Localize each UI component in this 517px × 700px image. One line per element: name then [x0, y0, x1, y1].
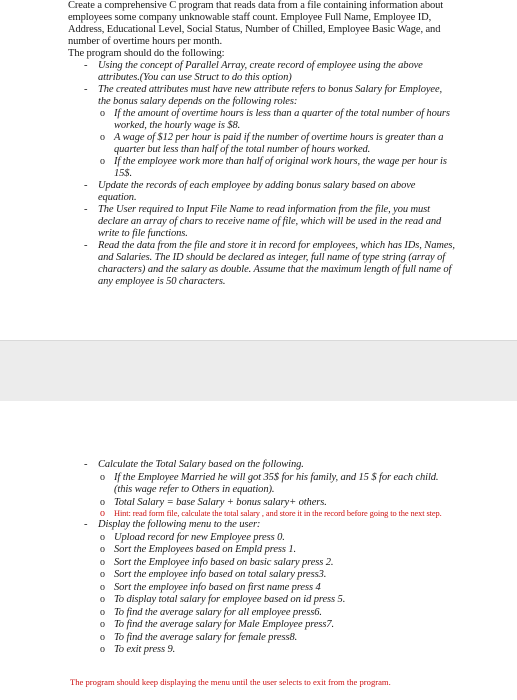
- dash-marker: -: [84, 180, 88, 191]
- document-page-1: [0, 0, 517, 340]
- bullet-icon: o: [100, 508, 105, 519]
- menu-option: [98, 557, 456, 570]
- requirement-text: Update the records of each employee by adding bonus salary based on above equation.: [98, 180, 416, 203]
- bonus-rule-text: If the employee work more than half of original work hours, the wage per hour is 15$.: [114, 156, 447, 179]
- bonus-rule-item: [98, 108, 456, 132]
- bullet-icon: o: [100, 496, 105, 508]
- bullet-icon: o: [100, 594, 105, 605]
- document-page-2: [0, 401, 517, 700]
- dash-marker: -: [84, 84, 88, 95]
- total-salary-rule-text: If the Employee Married he will got 35$ for his family, and 15 $ for each child.(this wage refer to Others in equation).: [114, 471, 439, 495]
- page2-content: [68, 459, 456, 657]
- dash-marker: -: [84, 519, 88, 530]
- menu-option: [98, 544, 456, 557]
- menu-option: [98, 594, 456, 607]
- menu-option-text: Upload record for new Employee press 0.: [114, 531, 285, 543]
- requirement-text: Read the data from the file and store it in record for employees, which has IDs, Names, and Salaries. The ID should be declared as integer, full name of type string (array of characters) and the salary as double. Assume that the maximum length of full name of any employee is 50 characters.: [98, 240, 455, 287]
- bullet-icon: o: [100, 544, 105, 555]
- menu-option: [98, 632, 456, 645]
- intro-lead: The program should do the following:: [68, 48, 225, 59]
- requirement-text: The created attributes must have new attribute refers to bonus Salary for Employee, the bonus salary depends on the following roles:: [98, 84, 443, 107]
- hint-item: [98, 509, 456, 519]
- menu-option: [98, 532, 456, 545]
- menu-option-text: To find the average salary for all employee press6.: [114, 606, 322, 618]
- menu-option-text: Sort the Employee info based on basic salary press 2.: [114, 556, 334, 568]
- menu-heading: Display the following menu to the user:: [98, 519, 261, 530]
- bonus-rule-item: [98, 156, 456, 180]
- requirements-list: [68, 60, 456, 288]
- page2-list: [68, 459, 456, 657]
- bullet-icon: o: [100, 619, 105, 630]
- menu-option-text: To find the average salary for Male Employee press7.: [114, 619, 335, 630]
- bullet-icon: o: [100, 108, 105, 119]
- total-salary-sublist: [98, 472, 456, 520]
- total-salary-rule-text: Total Salary = base Salary + bonus salary+ others.: [114, 496, 327, 508]
- bullet-icon: o: [100, 471, 105, 483]
- menu-option-text: Sort the employee info based on first name press 4: [114, 581, 321, 593]
- menu-option: [98, 619, 456, 632]
- requirement-text: The User required to Input File Name to read information from the file, you must declare an array of chars to receive name of file, which will be used in the read and write to file functions.: [98, 204, 442, 239]
- hint-text: Hint: read form file, calculate the total salary , and store it in the record before going to the next step.: [114, 509, 442, 518]
- menu-item-block: [68, 519, 456, 657]
- menu-option: [98, 607, 456, 620]
- bonus-rule-text: A wage of $12 per hour is paid if the number of overtime hours is greater than a quarter but less than half of the total number of hours worked.: [114, 132, 444, 155]
- dash-marker: -: [84, 60, 88, 71]
- requirement-item: [68, 240, 456, 288]
- bullet-icon: o: [100, 156, 105, 167]
- total-salary-text: Calculate the Total Salary based on the following.: [98, 459, 304, 470]
- bullet-icon: o: [100, 556, 105, 568]
- bullet-icon: o: [100, 132, 105, 143]
- menu-option-text: To exit press 9.: [114, 644, 176, 655]
- requirement-item: [68, 84, 456, 180]
- menu-options-list: [98, 532, 456, 657]
- bullet-icon: o: [100, 569, 105, 580]
- requirement-item: [68, 204, 456, 240]
- intro-paragraph: Create a comprehensive C program that reads data from a file containing information about employees some company unknowable staff count. Employee Full Name, Employee ID, Address, Educational Level, Social Status, Number of Chilled, Employee Basic Wage, and number of overtime hours per month.: [68, 0, 444, 47]
- bullet-icon: o: [100, 631, 105, 643]
- bonus-rule-item: [98, 132, 456, 156]
- total-salary-rule: [98, 497, 456, 510]
- total-salary-rule: [98, 472, 456, 497]
- intro-block: [68, 0, 456, 288]
- menu-option-text: To find the average salary for female press8.: [114, 631, 298, 643]
- bullet-icon: o: [100, 644, 105, 655]
- total-salary-item: [68, 459, 456, 519]
- dash-marker: -: [84, 459, 88, 470]
- menu-option-text: Sort the employee info based on total salary press3.: [114, 569, 327, 580]
- requirement-item: [68, 60, 456, 84]
- footer-note: The program should keep displaying the menu until the user selects to exit from the program.: [70, 677, 391, 687]
- bonus-rules-list: [98, 108, 456, 180]
- bonus-rule-text: If the amount of overtime hours is less than a quarter of the total number of hours worked, the hourly wage is $8.: [114, 108, 450, 131]
- dash-marker: -: [84, 240, 88, 251]
- requirement-text: Using the concept of Parallel Array, create record of employee using the above attributes.(You can use Struct to do this option): [98, 60, 423, 83]
- bullet-icon: o: [100, 606, 105, 618]
- page-separator: [0, 340, 517, 402]
- menu-option-text: To display total salary for employee based on id press 5.: [114, 594, 346, 605]
- menu-option: [98, 569, 456, 582]
- dash-marker: -: [84, 204, 88, 215]
- menu-option-text: Sort the Employees based on Empld press 1.: [114, 544, 297, 555]
- requirement-item: [68, 180, 456, 204]
- menu-option: [98, 582, 456, 595]
- menu-option: [98, 644, 456, 657]
- bullet-icon: o: [100, 531, 105, 543]
- bullet-icon: o: [100, 581, 105, 593]
